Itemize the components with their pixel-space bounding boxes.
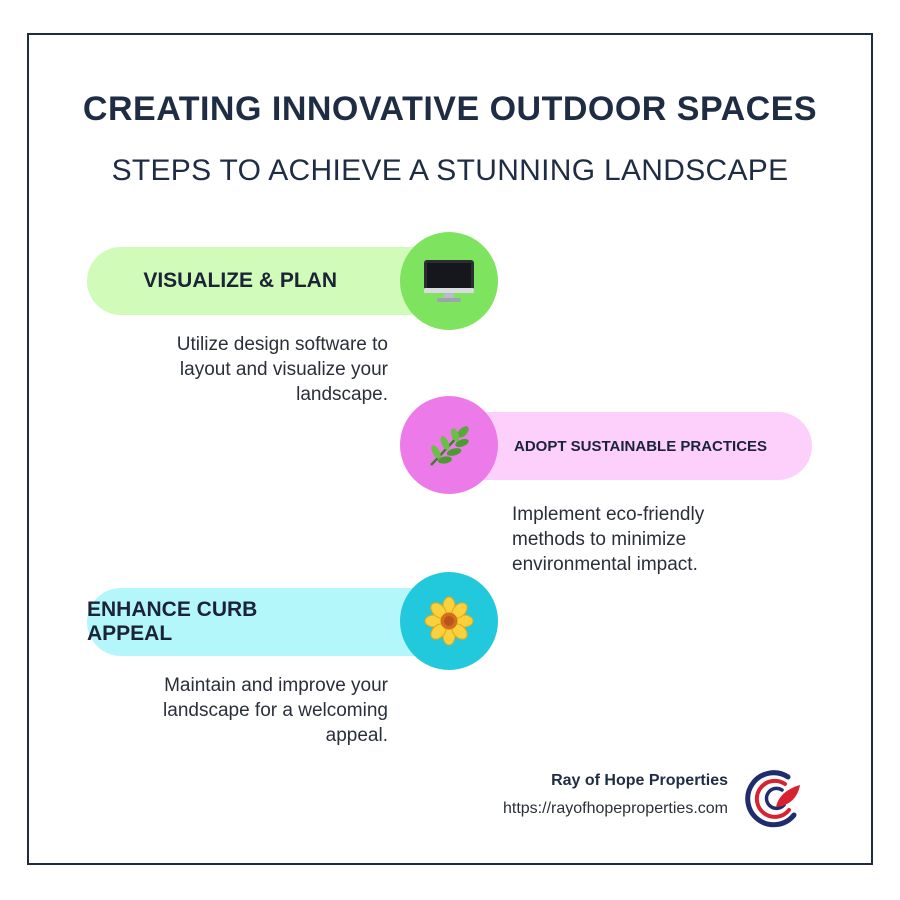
sunflower-icon [423, 595, 475, 647]
step-sustainable-pill [449, 412, 812, 480]
step-visualize-badge [400, 232, 498, 330]
step-visualize-label: VISUALIZE & PLAN [143, 269, 337, 292]
page-title: CREATING INNOVATIVE OUTDOOR SPACES [82, 90, 818, 128]
step-visualize-pill [87, 247, 449, 315]
brand-name: Ray of Hope Properties [551, 772, 728, 789]
herb-leaf-icon [423, 419, 475, 471]
step-curb-appeal-badge [400, 572, 498, 670]
step-curb-appeal-description: Maintain and improve your landscape for a welcoming appeal. [163, 675, 388, 746]
step-curb-appeal-pill [87, 588, 449, 656]
step-visualize-description: Utilize design software to layout and visualize your landscape. [176, 334, 388, 405]
step-sustainable-badge [400, 396, 498, 494]
step-curb-appeal-label: ENHANCE CURB APPEAL [87, 598, 258, 645]
computer-monitor-icon [422, 258, 476, 304]
brand-logo [744, 767, 806, 829]
step-sustainable-label: ADOPT SUSTAINABLE PRACTICES [514, 437, 768, 455]
step-sustainable-description: Implement eco-friendly methods to minimize environmental impact. [512, 504, 705, 575]
page-subtitle: STEPS TO ACHIEVE A STUNNING LANDSCAPE [111, 154, 789, 187]
brand-url-link[interactable]: https://rayofhopeproperties.com [502, 800, 728, 817]
